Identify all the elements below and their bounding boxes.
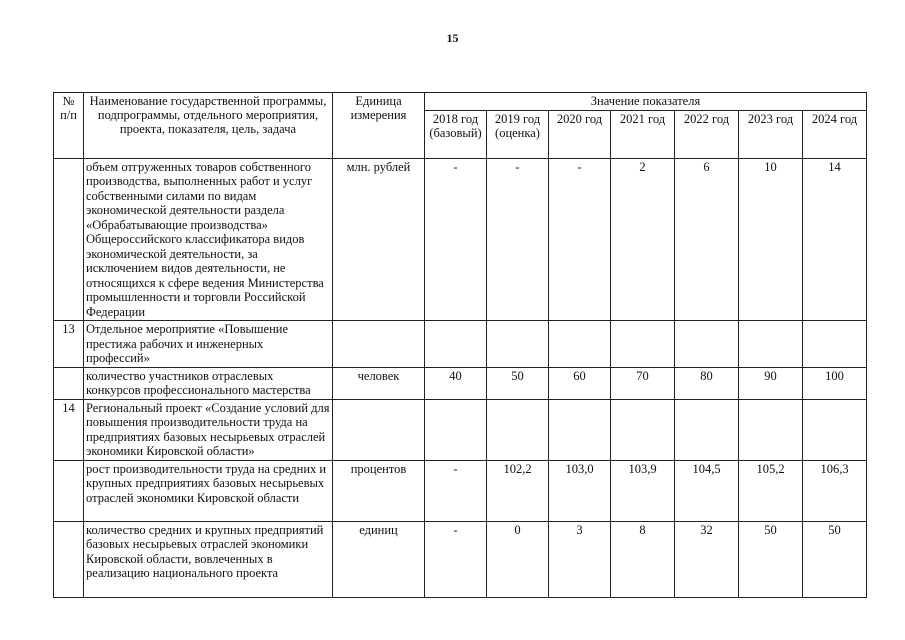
indicator-table	[53, 92, 867, 598]
row-value: 50	[803, 521, 867, 597]
header-unit: Единица измерения	[333, 93, 425, 159]
row-value: 3	[549, 521, 611, 597]
header-year: 2024 год	[803, 110, 867, 158]
row-value: 100	[803, 367, 867, 399]
header-name: Наименование государственной программы, подпрограммы, отдельного мероприятия, проекта, показателя, цель, задача	[84, 93, 333, 159]
row-value: 32	[675, 521, 739, 597]
row-value: 50	[487, 367, 549, 399]
row-value: 10	[739, 158, 803, 321]
row-value	[487, 321, 549, 368]
row-num	[54, 367, 84, 399]
table-row	[54, 367, 867, 399]
table-row	[54, 321, 867, 368]
row-value	[549, 399, 611, 460]
header-value-group: Значение показателя	[425, 93, 867, 111]
row-name: Отдельное мероприятие «Повышение престижа рабочих и инженерных профессий»	[84, 321, 333, 368]
row-value: 50	[739, 521, 803, 597]
row-value: -	[425, 158, 487, 321]
row-value	[611, 399, 675, 460]
row-value: 80	[675, 367, 739, 399]
row-unit	[333, 321, 425, 368]
row-value: -	[487, 158, 549, 321]
row-value: -	[425, 521, 487, 597]
row-num: 14	[54, 399, 84, 460]
header-year: 2022 год	[675, 110, 739, 158]
header-year: 2020 год	[549, 110, 611, 158]
row-name: Региональный проект «Создание условий для повышения производительности труда на предприятиях базовых несырьевых отраслей экономики Кировской области»	[84, 399, 333, 460]
row-num	[54, 158, 84, 321]
row-num	[54, 521, 84, 597]
row-value: 104,5	[675, 460, 739, 521]
row-value	[803, 399, 867, 460]
header-year: 2021 год	[611, 110, 675, 158]
row-value: -	[549, 158, 611, 321]
row-value	[425, 399, 487, 460]
row-value: 6	[675, 158, 739, 321]
row-value	[487, 399, 549, 460]
row-unit	[333, 399, 425, 460]
row-value	[549, 321, 611, 368]
row-value: 14	[803, 158, 867, 321]
row-value: 103,0	[549, 460, 611, 521]
row-value: 90	[739, 367, 803, 399]
row-value: 70	[611, 367, 675, 399]
row-name: объем отгруженных товаров собственного производства, выполненных работ и услуг собственными силами по видам экономической деятельности раздела «Обрабатывающие производства» Общероссийского классификатора видов экономической деятельности, за исключением видов деятельности, не относящихся к сфере ведения Министерства промышленности и торговли Российской Федерации	[84, 158, 333, 321]
page-number: 15	[446, 31, 459, 45]
row-value	[611, 321, 675, 368]
row-value: -	[425, 460, 487, 521]
row-value	[675, 399, 739, 460]
row-value	[425, 321, 487, 368]
row-value: 105,2	[739, 460, 803, 521]
row-unit: единиц	[333, 521, 425, 597]
row-value	[675, 321, 739, 368]
header-year: 2018 год (базовый)	[425, 110, 487, 158]
row-value: 103,9	[611, 460, 675, 521]
header-num: № п/п	[54, 93, 84, 159]
row-unit: человек	[333, 367, 425, 399]
row-value: 8	[611, 521, 675, 597]
row-value: 40	[425, 367, 487, 399]
row-value: 106,3	[803, 460, 867, 521]
row-value	[739, 321, 803, 368]
row-num	[54, 460, 84, 521]
row-value: 2	[611, 158, 675, 321]
row-value	[803, 321, 867, 368]
header-year: 2019 год (оценка)	[487, 110, 549, 158]
table-row	[54, 460, 867, 521]
row-name: количество средних и крупных предприятий базовых несырьевых отраслей экономики Кировской области, вовлеченных в реализацию национального проекта	[84, 521, 333, 597]
row-value	[739, 399, 803, 460]
row-value: 60	[549, 367, 611, 399]
header-row-1	[54, 93, 867, 111]
header-year: 2023 год	[739, 110, 803, 158]
table-row	[54, 158, 867, 321]
row-value: 0	[487, 521, 549, 597]
row-num: 13	[54, 321, 84, 368]
row-unit: млн. рублей	[333, 158, 425, 321]
row-value: 102,2	[487, 460, 549, 521]
row-name: количество участников отраслевых конкурсов профессионального мастерства	[84, 367, 333, 399]
row-unit: процентов	[333, 460, 425, 521]
table-row	[54, 521, 867, 597]
row-name: рост производительности труда на средних и крупных предприятиях базовых несырьевых отраслей экономики Кировской области	[84, 460, 333, 521]
table-row	[54, 399, 867, 460]
